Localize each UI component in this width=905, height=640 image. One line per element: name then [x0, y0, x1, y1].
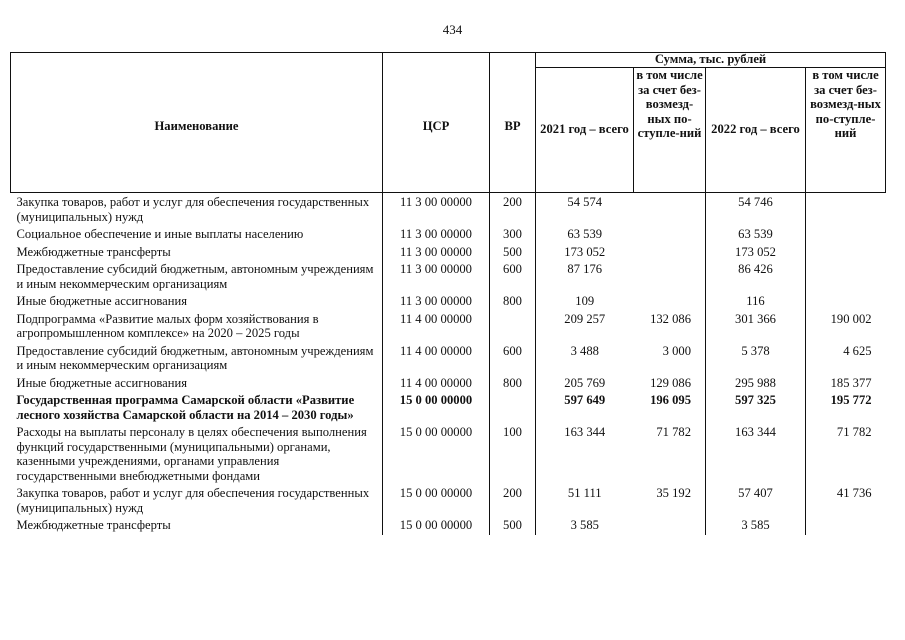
row-csr: 15 0 00 00000 [383, 517, 490, 535]
row-2022-total: 63 539 [706, 226, 806, 244]
table-row [11, 244, 886, 262]
row-vr: 300 [490, 226, 536, 244]
row-2021-total: 597 649 [536, 392, 634, 424]
row-2021-total: 51 111 [536, 485, 634, 517]
row-name: Государственная программа Самарской области «Развитие лесного хозяйства Самарской области на 2014 – 2030 годы» [16, 393, 355, 422]
table-row [11, 261, 886, 293]
row-2021-free: 129 086 [650, 375, 691, 390]
header-2021-free: в том числе за счет без-возмезд-ных по-ступле-ний [634, 68, 706, 193]
row-name: Предоставление субсидий бюджетным, автономным учреждениям и иным некоммерческим организациям [16, 343, 374, 372]
row-2021-total: 109 [536, 293, 634, 311]
header-csr: ЦСР [383, 53, 490, 193]
table-row [11, 343, 886, 375]
row-vr: 800 [490, 293, 536, 311]
row-2021-free [634, 293, 706, 311]
row-name: Подпрограмма «Развитие малых форм хозяйствования в агропромышленном комплексе» на 2020 – 2025 годы [16, 311, 319, 340]
row-name: Иные бюджетные ассигнования [16, 375, 188, 390]
row-2022-total: 57 407 [706, 485, 806, 517]
row-2022-total: 116 [706, 293, 806, 311]
row-2021-total: 3 488 [536, 343, 634, 375]
row-2021-total: 209 257 [536, 311, 634, 343]
page-number: 434 [442, 22, 463, 37]
table-row [11, 392, 886, 424]
row-name: Межбюджетные трансферты [16, 518, 171, 532]
row-csr: 11 4 00 00000 [383, 375, 490, 393]
row-2022-free: 4 625 [806, 343, 886, 375]
row-2022-total: 3 585 [706, 517, 806, 535]
row-2022-free [806, 193, 886, 227]
row-vr [490, 311, 536, 343]
row-vr [490, 392, 536, 424]
table-row [11, 375, 886, 393]
header-2021-total: 2021 год – всего [536, 68, 634, 193]
row-2021-total: 173 052 [536, 244, 634, 262]
row-csr: 11 3 00 00000 [383, 193, 490, 227]
table-body [11, 193, 886, 535]
row-vr: 600 [490, 343, 536, 375]
row-vr: 500 [490, 244, 536, 262]
row-name: Социальное обеспечение и иные выплаты населению [16, 227, 304, 241]
row-name: Закупка товаров, работ и услуг для обеспечения государственных (муниципальных) нужд [16, 195, 370, 224]
table-row [11, 424, 886, 485]
row-2022-total: 301 366 [706, 311, 806, 343]
row-csr: 11 3 00 00000 [383, 226, 490, 244]
table-row [11, 293, 886, 311]
table-row [11, 485, 886, 517]
row-2022-total: 5 378 [706, 343, 806, 375]
row-2021-free: 196 095 [650, 393, 691, 407]
row-2021-total: 63 539 [536, 226, 634, 244]
row-2022-free [806, 517, 886, 535]
row-2021-free: 71 782 [656, 425, 691, 439]
row-csr: 11 3 00 00000 [383, 261, 490, 293]
row-2022-free: 71 782 [806, 424, 886, 485]
budget-table [10, 52, 886, 535]
row-vr: 100 [490, 424, 536, 485]
row-csr: 11 3 00 00000 [383, 244, 490, 262]
table-row [11, 226, 886, 244]
row-2021-total: 205 769 [536, 375, 634, 393]
row-2022-total: 86 426 [706, 261, 806, 293]
row-name: Иные бюджетные ассигнования [16, 294, 188, 308]
row-2022-free: 185 377 [806, 375, 886, 393]
row-2022-free [806, 226, 886, 244]
row-vr: 600 [490, 261, 536, 293]
header-sum-group: Сумма, тыс. рублей [536, 53, 886, 68]
row-2021-free [634, 193, 706, 227]
row-2021-total: 87 176 [536, 261, 634, 293]
row-2021-free [634, 261, 706, 293]
row-2022-total: 173 052 [706, 244, 806, 262]
row-2022-free [806, 293, 886, 311]
row-2021-free: 132 086 [650, 311, 691, 326]
row-2022-total: 295 988 [706, 375, 806, 393]
row-name: Предоставление субсидий бюджетным, автономным учреждениям и иным некоммерческим организациям [16, 262, 374, 291]
row-vr: 800 [490, 375, 536, 393]
row-2021-free [634, 226, 706, 244]
row-csr: 11 4 00 00000 [383, 311, 490, 343]
row-2021-free [634, 244, 706, 262]
row-vr: 200 [490, 193, 536, 227]
row-2022-free: 190 002 [806, 311, 886, 343]
row-2021-free [634, 517, 706, 535]
row-2022-free [806, 244, 886, 262]
row-2022-free: 41 736 [806, 485, 886, 517]
row-2022-total: 54 746 [706, 193, 806, 227]
row-csr: 15 0 00 00000 [383, 424, 490, 485]
row-name: Межбюджетные трансферты [16, 244, 171, 259]
row-2022-free: 195 772 [806, 392, 886, 424]
row-name: Закупка товаров, работ и услуг для обеспечения государственных (муниципальных) нужд [16, 486, 370, 515]
row-csr: 15 0 00 00000 [383, 392, 490, 424]
header-2022-free: в том числе за счет без-возмезд-ных по-ступле-ний [806, 68, 886, 193]
header-name: Наименование [11, 53, 383, 193]
row-csr: 15 0 00 00000 [383, 485, 490, 517]
table-row [11, 193, 886, 227]
header-vr: ВР [490, 53, 536, 193]
row-2022-total: 163 344 [706, 424, 806, 485]
row-2021-free: 35 192 [656, 486, 691, 500]
header-2022-total: 2022 год – всего [706, 68, 806, 193]
row-2021-total: 54 574 [536, 193, 634, 227]
row-name: Расходы на выплаты персоналу в целях обеспечения выполнения функций государственными (муниципальными) органами, казенными учреждениями, органами управления государственными внебюджетными фондами [16, 425, 367, 483]
row-2022-free [806, 261, 886, 293]
row-vr: 500 [490, 517, 536, 535]
row-csr: 11 3 00 00000 [383, 293, 490, 311]
row-csr: 11 4 00 00000 [383, 343, 490, 375]
row-2021-total: 163 344 [536, 424, 634, 485]
row-2021-total: 3 585 [536, 517, 634, 535]
row-2021-free: 3 000 [662, 343, 691, 358]
row-vr: 200 [490, 485, 536, 517]
row-2022-total: 597 325 [706, 392, 806, 424]
table-row [11, 311, 886, 343]
table-row [11, 517, 886, 535]
